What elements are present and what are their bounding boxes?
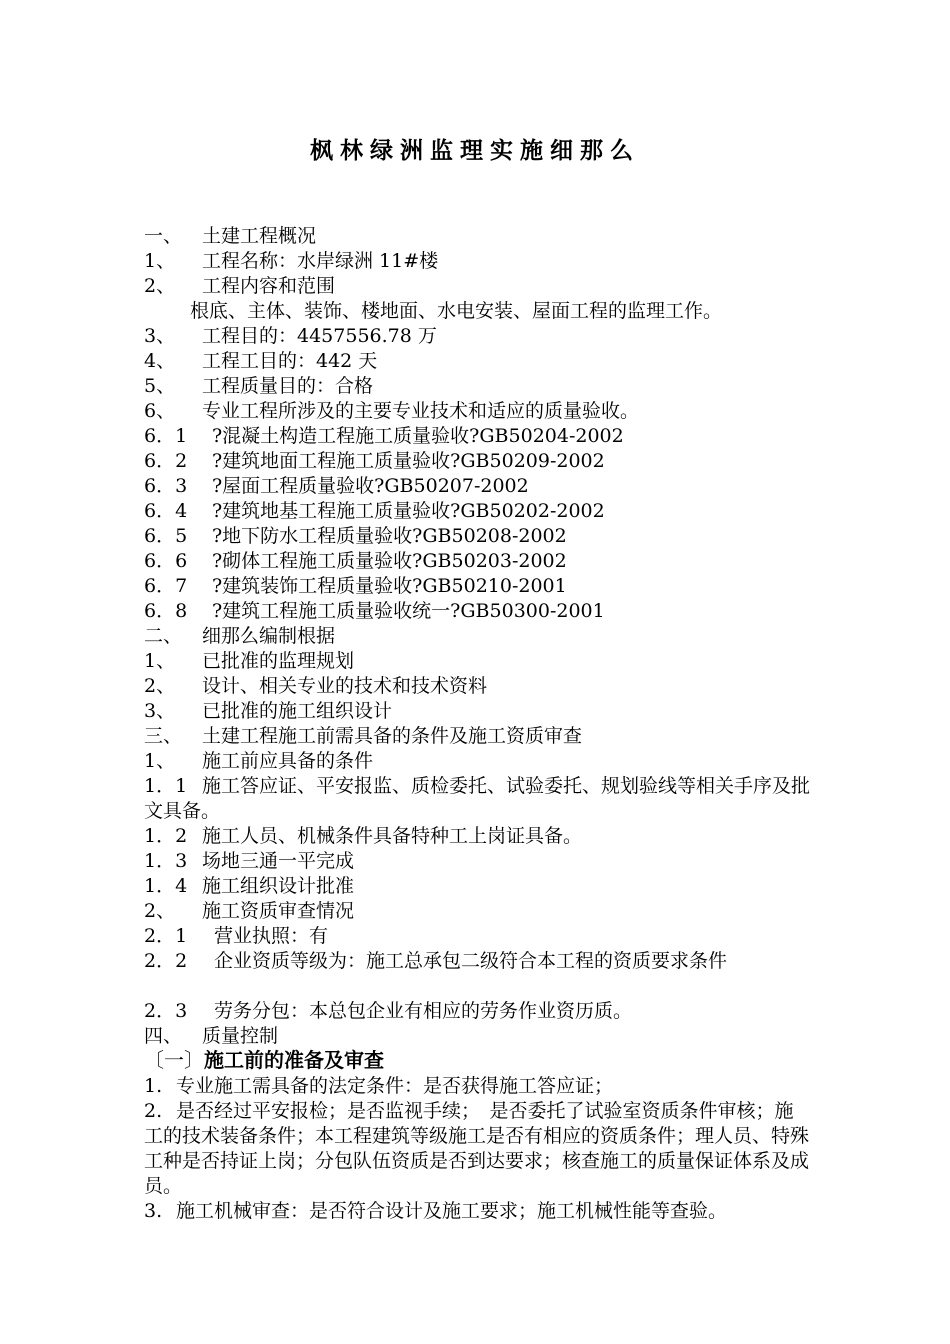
list-item — [144, 824, 814, 849]
line-text: ?建筑工程施工质量验收统一?GB50300-2001 — [212, 600, 605, 622]
line-number: 6．2 — [144, 450, 188, 472]
line-number: 3、 — [144, 325, 176, 347]
line-number: 1、 — [144, 250, 176, 272]
section-heading — [144, 724, 814, 749]
list-item — [144, 274, 814, 299]
line-number: 2．3 — [144, 1000, 188, 1022]
line-number: 6．1 — [144, 425, 188, 447]
section-heading — [144, 224, 814, 249]
line-number: 6．6 — [144, 550, 188, 572]
list-item — [144, 1099, 812, 1199]
line-text: 施工前应具备的条件 — [202, 750, 374, 772]
standard-item — [144, 424, 814, 449]
line-text: 工程内容和范围 — [202, 275, 336, 297]
line-number: 1、 — [144, 650, 176, 672]
line-number: 1. — [144, 1075, 163, 1097]
line-text: ?建筑装饰工程质量验收?GB50210-2001 — [212, 575, 567, 597]
line-text: ?建筑地基工程施工质量验收?GB50202-2002 — [212, 500, 605, 522]
line-number: 3、 — [144, 700, 176, 722]
line-text: 细那么编制根据 — [202, 625, 336, 647]
line-text: ?地下防水工程质量验收?GB50208-2002 — [212, 525, 567, 547]
list-item — [144, 874, 814, 899]
standard-item — [144, 524, 814, 549]
line-number: 1．4 — [144, 875, 188, 897]
standard-item — [144, 599, 814, 624]
line-text: 场地三通一平完成 — [202, 850, 355, 872]
line-text: 施工机械审查：是否符合设计及施工要求；施工机械性能等查验。 — [176, 1200, 728, 1222]
line-number: 1．1 — [144, 775, 188, 797]
line-number: 2、 — [144, 675, 176, 697]
line-text: 根底、主体、装饰、楼地面、水电安装、屋面工程的监理工作。 — [190, 300, 723, 322]
standard-item — [144, 474, 814, 499]
line-text: ?砌体工程施工质量验收?GB50203-2002 — [212, 550, 567, 572]
list-item — [190, 299, 860, 324]
line-text: 工程质量目的：合格 — [202, 375, 374, 397]
line-text: 工程目的：4457556.78 万 — [202, 325, 437, 347]
list-item — [144, 649, 814, 674]
line-text: 已批准的施工组织设计 — [202, 700, 393, 722]
subsection-heading — [144, 1048, 814, 1073]
line-text: 专业工程所涉及的主要专业技术和适应的质量验收。 — [202, 400, 640, 422]
line-text: ?建筑地面工程施工质量验收?GB50209-2002 — [212, 450, 605, 472]
list-item — [144, 949, 814, 974]
line-number: 6、 — [144, 400, 176, 422]
line-text: 工程名称：水岸绿洲 11#楼 — [202, 250, 439, 272]
line-number: 2．2 — [144, 950, 188, 972]
list-item — [144, 1074, 814, 1099]
line-number: 2、 — [144, 275, 176, 297]
line-text: 施工组织设计批准 — [202, 875, 355, 897]
line-text: ?混凝土构造工程施工质量验收?GB50204-2002 — [212, 425, 624, 447]
document-title: 枫林绿洲监理实施细那么 — [310, 138, 640, 164]
line-number: 2．1 — [144, 925, 188, 947]
line-text: 土建工程概况 — [202, 225, 317, 247]
line-text: 专业施工需具备的法定条件：是否获得施工答应证； — [176, 1075, 614, 1097]
line-number: 6．7 — [144, 575, 188, 597]
line-number: 1．3 — [144, 850, 188, 872]
section-heading — [144, 1024, 814, 1049]
line-text: 施工人员、机械条件具备特种工上岗证具备。 — [202, 825, 583, 847]
list-item — [144, 699, 814, 724]
line-number: 2、 — [144, 900, 176, 922]
standard-item — [144, 549, 814, 574]
list-item — [144, 999, 814, 1024]
line-number: 〔一〕 — [144, 1048, 204, 1072]
list-item — [144, 1199, 814, 1224]
list-item — [144, 749, 814, 774]
line-number: 3. — [144, 1200, 163, 1222]
line-text: 是否经过平安报检；是否监视手续； 是否委托了试验室资质条件审核；施工的技术装备条件；本工程建筑等级施工是否有相应的资质条件；理人员、特殊工种是否持证上岗；分包队伍资质是否到达要求；核查施工的质量保证体系及成员。 — [144, 1100, 810, 1197]
standard-item — [144, 449, 814, 474]
line-text: 质量控制 — [202, 1025, 279, 1047]
line-text: 施工资质审查情况 — [202, 900, 355, 922]
line-text: 已批准的监理规划 — [202, 650, 355, 672]
line-text: 土建工程施工前需具备的条件及施工资质审查 — [202, 725, 583, 747]
line-text: 设计、相关专业的技术和技术资料 — [202, 675, 488, 697]
list-item — [144, 249, 814, 274]
line-text: 工程工目的：442 天 — [202, 350, 378, 372]
list-item — [144, 324, 814, 349]
line-number: 一、 — [144, 225, 183, 247]
list-item — [144, 899, 814, 924]
line-number: 4、 — [144, 350, 176, 372]
line-number: 6．8 — [144, 600, 188, 622]
standard-item — [144, 574, 814, 599]
line-number: 6．3 — [144, 475, 188, 497]
line-number: 四、 — [144, 1025, 183, 1047]
line-number: 5、 — [144, 375, 176, 397]
line-text: 企业资质等级为：施工总承包二级符合本工程的资质要求条件 — [214, 950, 728, 972]
list-item — [144, 399, 814, 424]
line-text: 营业执照：有 — [214, 925, 329, 947]
line-text: ?屋面工程质量验收?GB50207-2002 — [212, 475, 529, 497]
line-number: 三、 — [144, 725, 183, 747]
line-number: 6．4 — [144, 500, 188, 522]
list-item — [144, 849, 814, 874]
line-number: 2. — [144, 1100, 163, 1122]
list-item — [144, 674, 814, 699]
line-number: 二、 — [144, 625, 183, 647]
section-heading — [144, 624, 814, 649]
list-item — [144, 374, 814, 399]
line-number: 6．5 — [144, 525, 188, 547]
line-text: 施工前的准备及审查 — [204, 1048, 384, 1072]
line-number: 1、 — [144, 750, 176, 772]
line-number: 1．2 — [144, 825, 188, 847]
line-text: 劳务分包：本总包企业有相应的劳务作业资历质。 — [214, 1000, 633, 1022]
list-item — [144, 349, 814, 374]
standard-item — [144, 499, 814, 524]
line-text: 施工答应证、平安报监、质检委托、试验委托、规划验线等相关手序及批文具备。 — [144, 775, 811, 822]
list-item — [144, 924, 814, 949]
list-item — [144, 774, 812, 824]
